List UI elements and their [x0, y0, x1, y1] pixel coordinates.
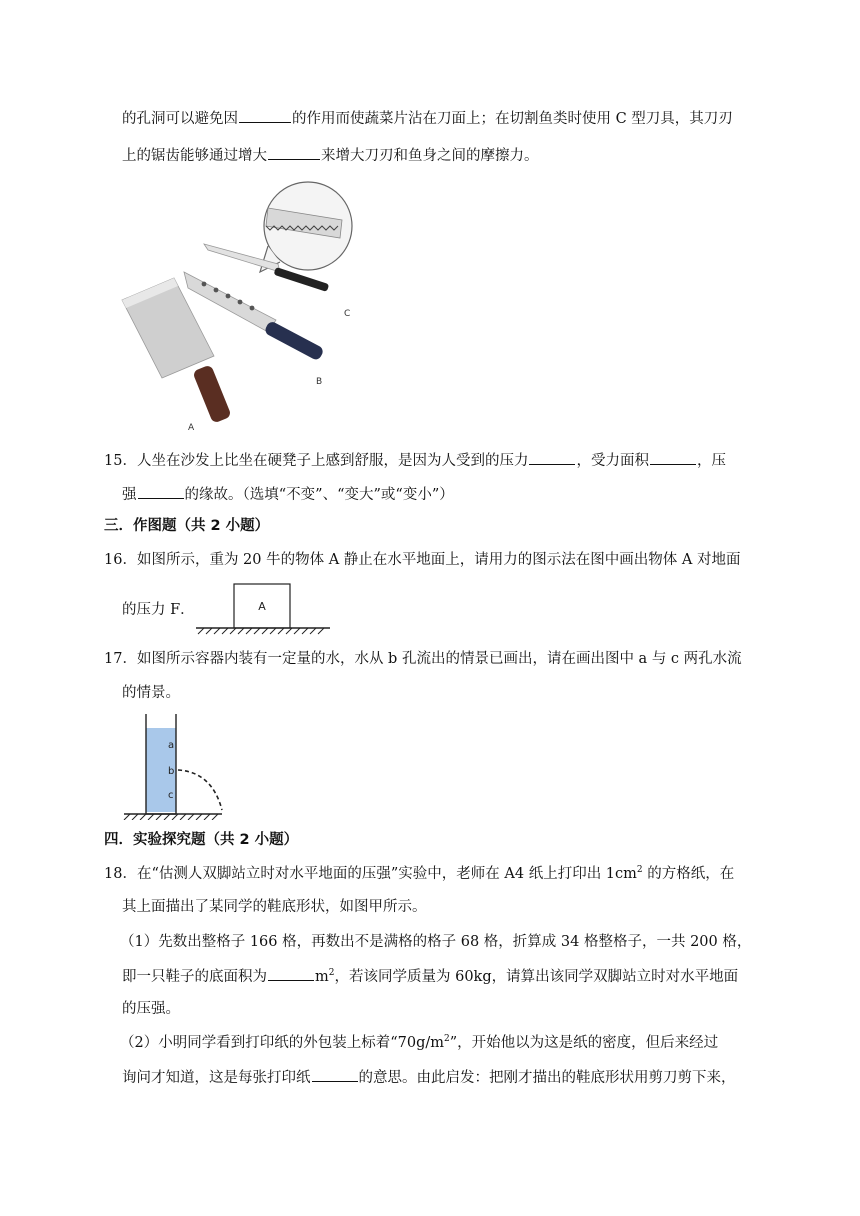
answer-blank	[529, 450, 575, 465]
answer-blank	[268, 966, 314, 981]
svg-text:a: a	[168, 740, 175, 751]
q18-line-2: 其上面描出了某同学的鞋底形状，如图甲所示。	[122, 899, 427, 915]
q18-part1-line-2: 即一只鞋子的底面积为 $m^2$，若该同学质量为 60kg，请算出该同学双脚站立时对水平地面	[122, 966, 738, 987]
water-stream-b	[178, 770, 222, 810]
answer-blank	[650, 450, 696, 465]
svg-text:A: A	[258, 600, 266, 613]
q15-line-1: 15．人坐在沙发上比坐在硬凳子上感到舒服，是因为人受到的压力 ，受力面积 ，压	[104, 450, 726, 471]
water-container-figure	[122, 710, 226, 820]
q17-line-1: 17．如图所示容器内装有一定量的水，水从 b 孔流出的情景已画出，请在画出图中 a 与 c 两孔水流	[104, 651, 742, 667]
q15-line-2: 强 的缘故。（选填“不变”、“变大”或“变小”）	[122, 484, 454, 505]
q16-line-2: 的压力 F．	[122, 602, 195, 618]
svg-text:C: C	[344, 309, 351, 319]
q14-line-1: 的孔洞可以避免因 的作用而使蔬菜片沾在刀面上；在切割鱼类时使用 C 型刀具，其刀刃	[122, 108, 733, 129]
svg-text:B: B	[316, 377, 323, 387]
q18-part1-line-1: （1）先数出整格子 166 格，再数出不是满格的格子 68 格，折算成 34 格整格子，一共 200 格，	[120, 934, 752, 950]
q14-line-2: 上的锯齿能够通过增大 来增大刀刃和鱼身之间的摩擦力。	[122, 145, 539, 166]
section-4-heading: 四．实验探究题（共 2 小题）	[104, 832, 299, 848]
q18-part2-line-1: （2）小明同学看到打印纸的外包装上标着“$70g/m^2$”，开始他以为这是纸的密度，但后来经过	[120, 1034, 719, 1051]
knives-figure	[118, 180, 358, 436]
q18-line-1: 18．在“估测人双脚站立时对水平地面的压强”实验中，老师在 A4 纸上打印出 $1cm^2$ 的方格纸，在	[104, 865, 735, 882]
svg-text:A: A	[188, 423, 195, 433]
answer-blank	[312, 1067, 358, 1082]
svg-text:c: c	[168, 790, 174, 801]
knife-b	[184, 272, 276, 332]
section-3-heading: 三．作图题（共 2 小题）	[104, 518, 270, 534]
q18-part1-line-3: 的压强。	[122, 1001, 180, 1017]
answer-blank	[268, 145, 320, 160]
q17-line-2: 的情景。	[122, 685, 180, 701]
q18-part2-line-2: 询问才知道，这是每张打印纸 的意思。由此启发：把刚才描出的鞋底形状用剪刀剪下来，	[122, 1067, 736, 1088]
block-on-ground-figure	[194, 580, 334, 636]
svg-text:b: b	[168, 766, 175, 777]
q16-line-1: 16．如图所示，重为 20 牛的物体 A 静止在水平地面上，请用力的图示法在图中画出物体 A 对地面	[104, 552, 741, 568]
answer-blank	[138, 484, 184, 499]
answer-blank	[239, 108, 291, 123]
